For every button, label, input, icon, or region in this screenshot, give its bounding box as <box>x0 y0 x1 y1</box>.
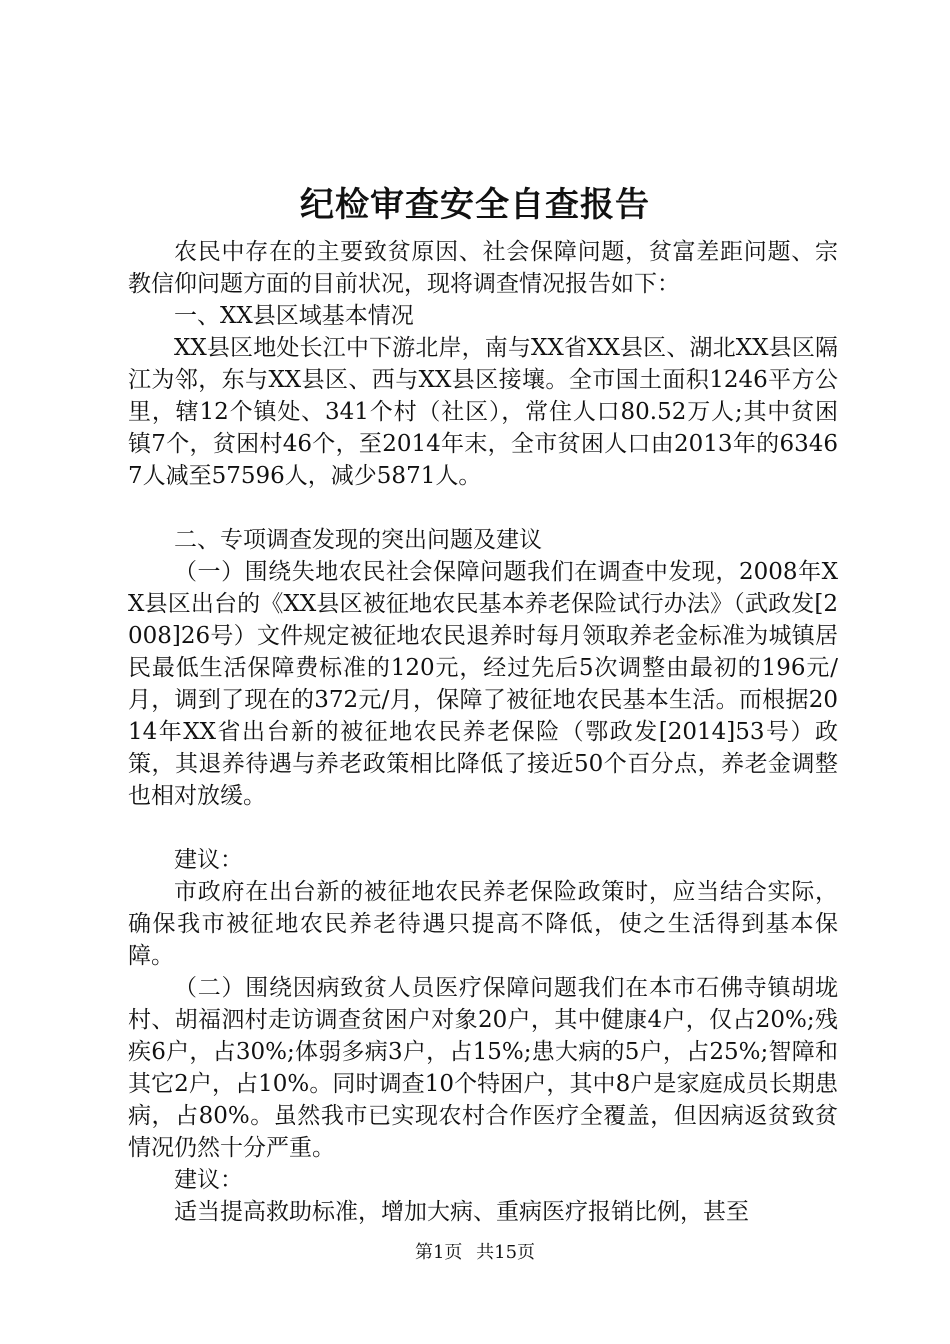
paragraph-spacer <box>128 812 838 844</box>
section-heading-2: 二、专项调查发现的突出问题及建议 <box>174 527 542 553</box>
medical-poverty-paragraph: （二）围绕因病致贫人员医疗保障问题我们在本市石佛寺镇胡垅村、胡福泗村走访调查贫困户对象20户，其中健康4户，仅占20%;残疾6户，占30%;体弱多病3户，占15%;患大病的5户，占25%;智障和其它2户，占10%。同时调查10个特困户，其中8户是家庭成员长期患病，占80%。虽然我市已实现农村合作医疗全覆盖，但因病返贫致贫情况仍然十分严重。 <box>128 975 838 1161</box>
suggestion-label-1: 建议： <box>174 847 243 873</box>
paragraph-spacer <box>128 492 838 524</box>
page-footer <box>0 1241 950 1265</box>
suggestion-paragraph-2: 适当提高救助标准，增加大病、重病医疗报销比例，甚至 <box>174 1199 749 1225</box>
section-heading-1: 一、XX县区域基本情况 <box>174 303 414 329</box>
document-title: 纪检审查安全自查报告 <box>300 185 650 225</box>
page-number: 第1页 <box>414 1242 463 1263</box>
suggestion-label-2: 建议： <box>174 1167 243 1193</box>
page-total: 共15页 <box>476 1242 536 1263</box>
suggestion-paragraph-1: 市政府在出台新的被征地农民养老保险政策时，应当结合实际，确保我市被征地农民养老待遇只提高不降低，使之生活得到基本保障。 <box>128 879 838 969</box>
intro-paragraph: 农民中存在的主要致贫原因、社会保障问题，贫富差距问题、宗教信仰问题方面的目前状况，现将调查情况报告如下： <box>128 239 838 297</box>
document-body <box>128 236 838 1228</box>
land-loss-paragraph: （一）围绕失地农民社会保障问题我们在调查中发现，2008年XX县区出台的《XX县区被征地农民基本养老保险试行办法》（武政发[2008]26号）文件规定被征地农民退养时每月领取养老金标准为城镇居民最低生活保障费标准的120元，经过先后5次调整由最初的196元/月，调到了现在的372元/月，保障了被征地农民基本生活。而根据2014年XX省出台新的被征地农民养老保险（鄂政发[2014]53号）政策，其退养待遇与养老政策相比降低了接近50个百分点，养老金调整也相对放缓。 <box>128 559 838 809</box>
region-overview-paragraph: XX县区地处长江中下游北岸，南与XX省XX县区、湖北XX县区隔江为邻，东与XX县区、西与XX县区接壤。全市国土面积1246平方公里，辖12个镇处、341个村（社区），常住人口80.52万人;其中贫困镇7个，贫困村46个，至2014年末，全市贫困人口由2013年的63467人减至57596人，减少5871人。 <box>128 335 838 489</box>
